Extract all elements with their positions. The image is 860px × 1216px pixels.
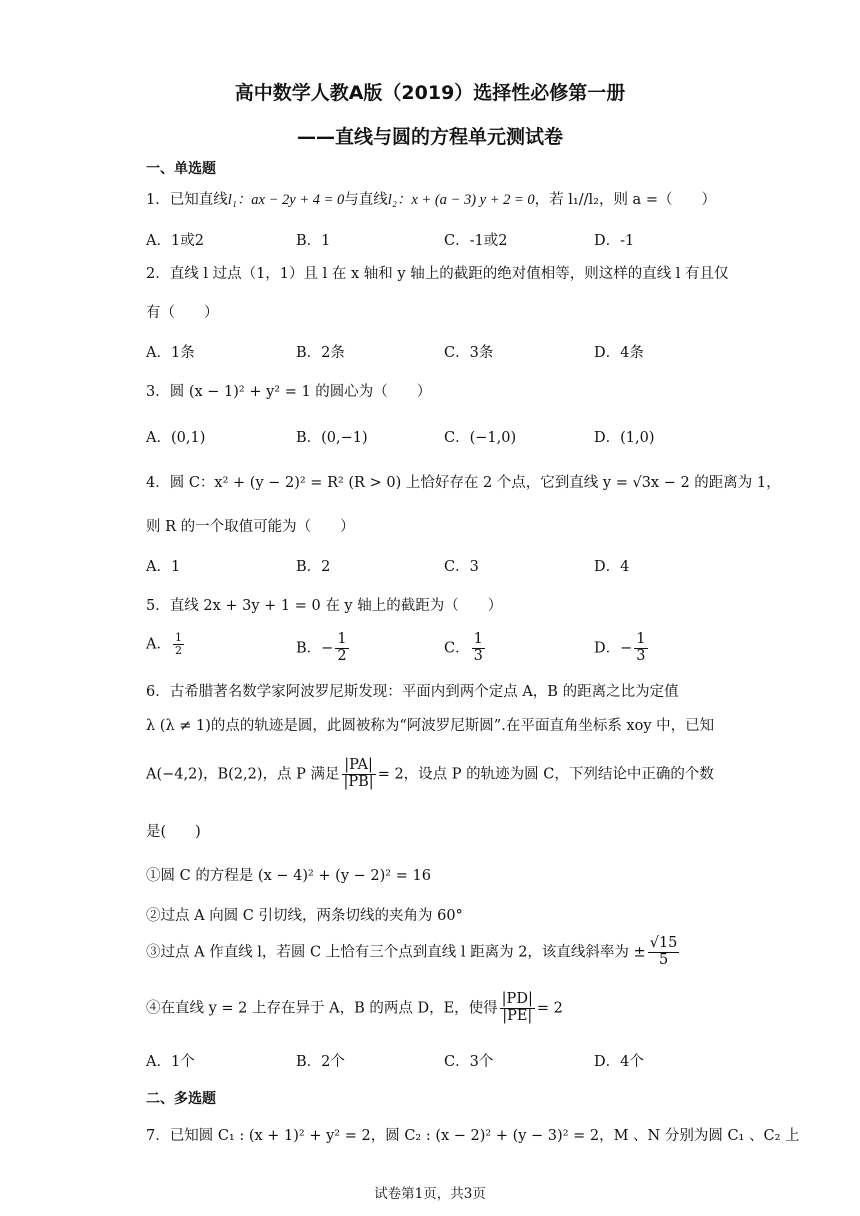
question-3: 3．圆 (x − 1)² + y² = 1 的圆心为（ ） bbox=[146, 384, 432, 400]
question-2-line-1: 2．直线 l 过点（1，1）且 l 在 x 轴和 y 轴上的截距的绝对值相等，则这样的直线 l 有且仅 bbox=[146, 266, 729, 282]
denominator: |PB| bbox=[343, 773, 374, 790]
q5-option-c-fraction bbox=[472, 632, 485, 665]
q5-option-d-fraction bbox=[634, 632, 647, 665]
q6-option-d: D．4个 bbox=[594, 1054, 644, 1070]
q1-l1: l₁ bbox=[227, 192, 237, 208]
numerator: 1 bbox=[636, 631, 646, 647]
q6-statement-4 bbox=[146, 992, 563, 1025]
numerator: |PA| bbox=[342, 758, 376, 775]
question-7: 7．已知圆 C₁ : (x + 1)² + y² = 2，圆 C₂ : (x − 2)² + (y − 3)² = 2，M 、N 分别为圆 C₁ 、C₂ 上 bbox=[146, 1128, 800, 1144]
q1-condition: ，若 l₁//l₂，则 a =（ ） bbox=[534, 192, 716, 208]
denominator: |PE| bbox=[502, 1007, 533, 1024]
q4-option-c: C．3 bbox=[444, 559, 479, 575]
q5-option-c-label: C． bbox=[444, 640, 470, 657]
numerator: 1 bbox=[473, 631, 483, 647]
q5-option-b-fraction bbox=[335, 632, 348, 665]
denominator: 3 bbox=[636, 647, 646, 664]
question-4-line-2: 则 R 的一个取值可能为（ ） bbox=[146, 519, 355, 535]
q6-statement-3 bbox=[146, 936, 681, 969]
q4-option-a: A．1 bbox=[146, 559, 181, 575]
numerator: |PD| bbox=[501, 991, 533, 1007]
q1-prefix: 1．已知直线 bbox=[146, 192, 228, 208]
q1-eq2: ：x + (a − 3) y + 2 = 0 bbox=[396, 192, 535, 208]
q6-pd-pe-fraction bbox=[500, 992, 535, 1025]
q2-option-b: B．2条 bbox=[296, 345, 345, 361]
q1-option-c: C．-1或2 bbox=[444, 233, 508, 249]
section-heading-multiple-choice: 二、多选题 bbox=[146, 1091, 216, 1107]
q3-option-b: B．(0,−1) bbox=[296, 430, 368, 446]
q6-option-b: B．2个 bbox=[296, 1054, 345, 1070]
question-6-line-1: 6．古希腊著名数学家阿波罗尼斯发现：平面内到两个定点 A，B 的距离之比为定值 bbox=[146, 684, 679, 700]
q5-option-c bbox=[444, 632, 487, 665]
q6-statement-4-text: ④在直线 y = 2 上存在异于 A，B 的两点 D，E，使得 bbox=[146, 1000, 498, 1017]
q6-slope-fraction bbox=[648, 936, 680, 969]
q4-option-d: D．4 bbox=[594, 559, 630, 575]
q2-option-a: A．1条 bbox=[146, 345, 195, 361]
question-6-line-2: λ (λ ≠ 1)的点的轨迹是圆，此圆被称为“阿波罗尼斯圆”.在平面直角坐标系 xoy 中，已知 bbox=[146, 718, 715, 734]
page-footer: 试卷第1页，共3页 bbox=[374, 1186, 486, 1202]
question-1 bbox=[146, 190, 716, 210]
q6-line-3-suffix: = 2，设点 P 的轨迹为圆 C，下列结论中正确的个数 bbox=[377, 766, 714, 783]
numerator: √15 bbox=[649, 935, 678, 951]
q6-statement-4-suffix: = 2 bbox=[536, 1000, 563, 1017]
q5-option-a bbox=[146, 632, 186, 657]
q4-option-b: B．2 bbox=[296, 559, 331, 575]
question-6-line-3 bbox=[146, 758, 714, 791]
q6-line-3-prefix: A(−4,2)，B(2,2)，点 P 满足 bbox=[146, 766, 340, 783]
question-4-line-1: 4．圆 C：x² + (y − 2)² = R² (R > 0) 上恰好存在 2 个点，它到直线 y = √3x − 2 的距离为 1， bbox=[146, 475, 781, 491]
q5-option-a-fraction bbox=[173, 632, 184, 657]
denominator: 3 bbox=[473, 647, 483, 664]
q6-statement-3-text: ③过点 A 作直线 l，若圆 C 上恰有三个点到直线 l 距离为 2，该直线斜率为 ± bbox=[146, 944, 646, 961]
q6-statement-1: ①圆 C 的方程是 (x − 4)² + (y − 2)² = 16 bbox=[146, 868, 431, 884]
q3-option-a: A．(0,1) bbox=[146, 430, 206, 446]
q1-mid: 与直线 bbox=[344, 192, 388, 208]
title-line-1: 高中数学人教A版（2019）选择性必修第一册 bbox=[234, 82, 626, 104]
q3-option-d: D．(1,0) bbox=[594, 430, 655, 446]
q1-option-a: A．1或2 bbox=[146, 233, 204, 249]
q1-eq1: ：ax − 2y + 4 = 0 bbox=[236, 192, 345, 208]
q6-statement-2: ②过点 A 向圆 C 引切线，两条切线的夹角为 60° bbox=[146, 908, 463, 924]
denominator: 2 bbox=[337, 647, 347, 664]
question-2-line-2: 有（ ） bbox=[146, 305, 219, 321]
denominator: 2 bbox=[174, 644, 182, 658]
q1-l2: l₂ bbox=[387, 192, 397, 208]
q2-option-d: D．4条 bbox=[594, 345, 644, 361]
q5-option-b-label: B．− bbox=[296, 640, 334, 657]
numerator: 1 bbox=[174, 631, 182, 644]
numerator: 1 bbox=[337, 631, 347, 647]
q3-option-c: C．(−1,0) bbox=[444, 430, 517, 446]
q1-option-d: D．-1 bbox=[594, 233, 635, 249]
question-5: 5．直线 2x + 3y + 1 = 0 在 y 轴上的截距为（ ） bbox=[146, 598, 503, 614]
denominator: 5 bbox=[658, 951, 669, 968]
section-heading-single-choice: 一、单选题 bbox=[146, 161, 216, 177]
q5-option-a-label: A． bbox=[146, 636, 171, 653]
title-line-2: ——直线与圆的方程单元测试卷 bbox=[296, 126, 563, 148]
q6-ratio-fraction bbox=[342, 758, 376, 791]
q5-option-b bbox=[296, 632, 351, 665]
question-6-line-4: 是( ) bbox=[146, 824, 201, 840]
q2-option-c: C．3条 bbox=[444, 345, 494, 361]
q5-option-d bbox=[594, 632, 650, 665]
q1-option-b: B．1 bbox=[296, 233, 331, 249]
q5-option-d-label: D．− bbox=[594, 640, 633, 657]
q6-option-a: A．1个 bbox=[146, 1054, 195, 1070]
q6-option-c: C．3个 bbox=[444, 1054, 494, 1070]
